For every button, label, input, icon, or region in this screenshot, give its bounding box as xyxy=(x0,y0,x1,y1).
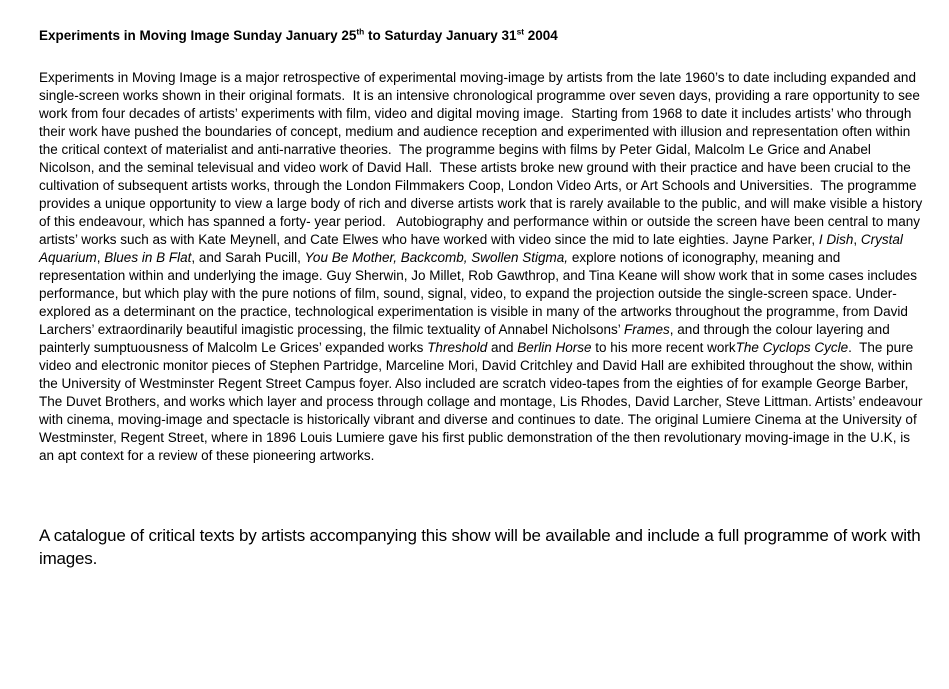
catalogue-note: A catalogue of critical texts by artists accompanying this show will be available and include a full programme of work with images. xyxy=(39,526,926,568)
body-paragraph: Experiments in Moving Image is a major retrospective of experimental moving-image by artists from the late 1960’s to date including expanded and single-screen works shown in their original formats. It is an intensive chronological programme over seven days, providing a rare opportunity to see work from four decades of artists’ experiments with film, video and digital moving image. Starting from 1968 to date it includes artists’ who through their work have pushed the boundaries of concept, medium and audience reception and experimented with illusion and representation often within the critical context of materialist and anti-narrative theories. The programme begins with films by Peter Gidal, Malcolm Le Grice and Anabel Nicolson, and the seminal televisual and video work of David Hall. These artists broke new ground with their practice and have been crucial to the cultivation of subsequent artists works, through the London Filmmakers Coop, London Video Arts, or Art Schools and Universities. The programme provides a unique opportunity to view a large body of rich and diverse artists work that is rarely available to the public, and will make visible a history of this endeavour, which has spanned a forty- year period. Autobiography and performance within or outside the screen have been central to many artists’ works such as with Kate Meynell, and Cate Elwes who have worked with video since the mid to late eighties. Jayne Parker, I Dish, Crystal Aquarium, Blues in B Flat, and Sarah Pucill, You Be Mother, Backcomb, Swollen Stigma, explore notions of iconography, meaning and representation within and underlying the image. Guy Sherwin, Jo Millet, Rob Gawthrop, and Tina Keane will show work that in some cases includes performance, but which play with the pure notions of film, sound, signal, video, to expand the projection outside the single-screen space. Under-explored as a determinant on the practice, technological experimentation is visible in many of the artworks throughout the programme, from David Larchers’ extraordinarily beautiful imagistic processing, the filmic textuality of Annabel Nicholsons’ Frames, and through the colour layering and painterly sumptuousness of Malcolm Le Grices’ expanded works Threshold and Berlin Horse to his more recent workThe Cyclops Cycle. The pure video and electronic monitor pieces of Stephen Partridge, Marceline Mori, David Critchley and David Hall are exhibited throughout the show, within the University of Westminster Regent Street Campus foyer. Also included are scratch video-tapes from the eighties of for example George Barber, The Duvet Brothers, and works which layer and process through collage and montage, Lis Rhodes, David Larcher, Steve Littman. Artists’ endeavour with cinema, moving-image and spectacle is historically vibrant and diverse and continues to date. The original Lumiere Cinema at the University of Westminster, Regent Street, where in 1896 Louis Lumiere gave his first public demonstration of the then revolutionary moving-image in the U.K, is an apt context for a review of these pioneering artworks. xyxy=(39,70,927,463)
document-title: Experiments in Moving Image Sunday January 25th to Saturday January 31st 2004 xyxy=(39,26,558,43)
